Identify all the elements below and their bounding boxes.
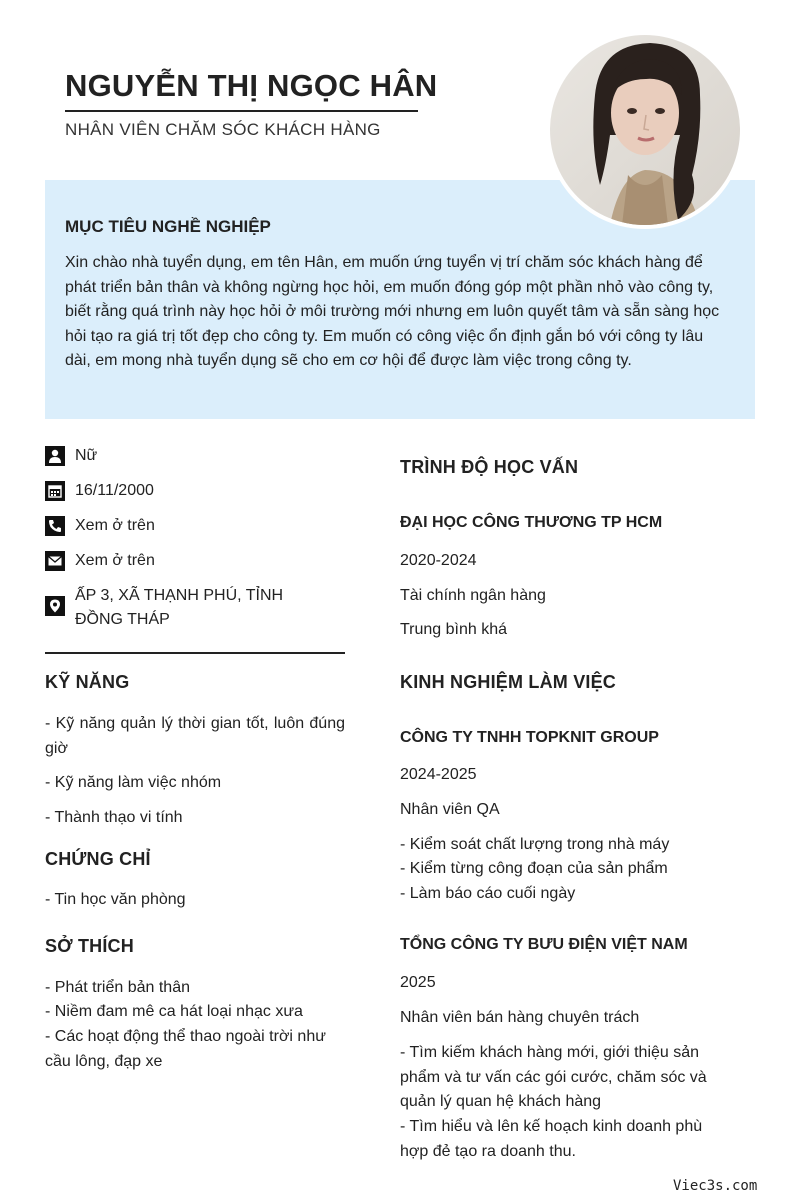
skill-item: - Thành thạo vi tính [45,809,183,826]
job-position: Nhân viên bán hàng chuyên trách [400,1009,640,1026]
certificates-title: CHỨNG CHỈ [45,849,151,869]
avatar [546,31,744,229]
location-pin-icon [45,596,65,616]
site-watermark: Viec3s.com [673,1178,758,1194]
phone-row [45,514,345,538]
education-grade: Trung bình khá [400,621,508,638]
gender-row [45,444,345,468]
experience-title: KINH NGHIỆM LÀM VIỆC [400,672,617,692]
hobby-item: - Niềm đam mê ca hát loại nhạc xưa [45,1003,303,1020]
hobbies-title: SỞ THÍCH [45,936,134,956]
hobby-item: - Phát triển bản thân [45,979,190,996]
education-period: 2020-2024 [400,552,477,569]
skill-item: - Kỹ năng quản lý thời gian tốt, luôn đúng giờ [45,715,345,757]
job-period: 2024-2025 [400,766,477,783]
address-row [45,584,345,632]
person-icon [45,446,65,466]
certificate-item: - Tin học văn phòng [45,891,186,908]
job-position: Nhân viên QA [400,801,500,818]
education-title: TRÌNH ĐỘ HỌC VẤN [400,457,579,477]
skill-item: - Kỹ năng làm việc nhóm [45,774,222,791]
address-line-2: ĐỒNG THÁP [75,611,170,628]
contact-divider [45,652,345,654]
email-row [45,549,345,573]
candidate-name: NGUYỄN THỊ NGỌC HÂN [65,68,438,103]
hobby-item: - Các hoạt động thể thao ngoài trời như cầu lông, đạp xe [45,1028,326,1070]
job-duty: - Tìm kiếm khách hàng mới, giới thiệu sản phẩm và tư vấn các gói cước, chăm sóc và quản lý quan hệ khách hàng [400,1044,707,1110]
email-value: Xem ở trên [75,552,155,569]
job-title: NHÂN VIÊN CHĂM SÓC KHÁCH HÀNG [65,120,381,139]
contact-info [45,444,345,643]
skills-title: KỸ NĂNG [45,672,130,692]
address-line-1: ẤP 3, XÃ THẠNH PHÚ, TỈNH [75,587,284,604]
job-duty: - Tìm hiểu và lên kế hoạch kinh doanh phù hợp đẻ tạo ra doanh thu. [400,1118,703,1160]
address-value [75,584,283,632]
education-major: Tài chính ngân hàng [400,587,546,604]
name-divider [65,110,418,112]
phone-value: Xem ở trên [75,517,155,534]
objective-text: Xin chào nhà tuyển dụng, em tên Hân, em muốn ứng tuyển vị trí chăm sóc khách hàng để phát triển bản thân và không ngừng học hỏi, em muốn đóng góp một phần nhỏ vào công ty, biết rằng quá trình này học hỏi ở môi trường mới nhưng em luôn quyết tâm và sẵn sàng học hỏi tạo ra giá trị tốt đẹp cho công ty. Em muốn có công việc ổn định gắn bó với công ty lâu dài, em mong nhà tuyển dụng sẽ cho em cơ hội để được làm việc trong công ty. [65,254,720,369]
calendar-icon [45,481,65,501]
objective-title: MỤC TIÊU NGHỀ NGHIỆP [65,217,271,236]
birthday-row [45,479,345,503]
avatar-photo [550,35,740,225]
phone-icon [45,516,65,536]
job-duty: - Kiểm soát chất lượng trong nhà máy [400,836,670,853]
job-duty: - Làm báo cáo cuối ngày [400,885,576,902]
school-name: ĐẠI HỌC CÔNG THƯƠNG TP HCM [400,514,663,531]
company-name: CÔNG TY TNHH TOPKNIT GROUP [400,729,659,746]
birthday-value: 16/11/2000 [75,482,154,499]
job-duty: - Kiểm từng công đoạn của sản phẩm [400,860,668,877]
job-period: 2025 [400,974,436,991]
gender-value: Nữ [75,447,98,464]
mail-icon [45,551,65,571]
company-name: TỔNG CÔNG TY BƯU ĐIỆN VIỆT NAM [400,936,688,953]
